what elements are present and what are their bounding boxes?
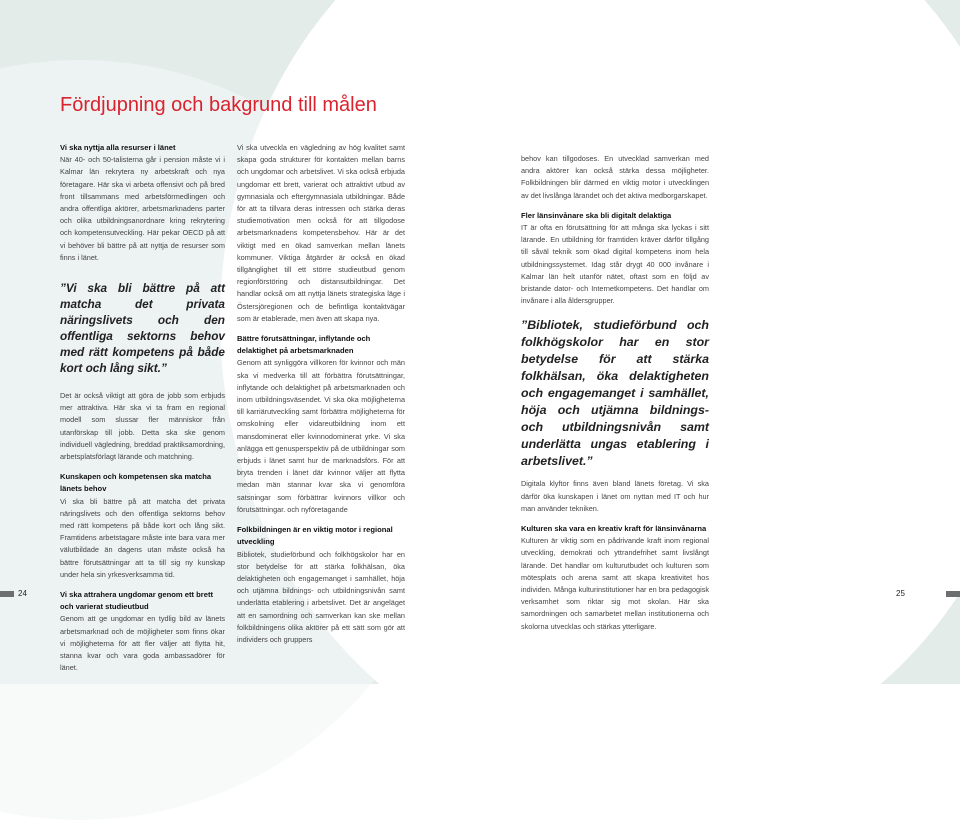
page-marker-right [946, 591, 960, 597]
paragraph-attractive-jobs: Det är också viktigt att göra de jobb som erbjuds mer attraktiva. Här ska vi ta fram en regional modell som slussar fler människor från utanförskap till jobb. Detta ska ske genom individuell vägledning, breddad praktiksamordning, arbetsplatsförlagt lärande och matchning. [60, 391, 225, 462]
paragraph-digital-gaps: Digitala klyftor finns även bland länets företag. Vi ska därför öka kunskapen i länet om nyttan med IT och hur man använder tekniken. [521, 479, 709, 513]
page-title: Fördjupning och bakgrund till målen [60, 94, 377, 116]
column-right [521, 153, 709, 641]
pull-quote-left: ”Vi ska bli bättre på att matcha det privata näringslivets och den offentliga sektorns behov med rätt kompetens på både kort och lång sikt.” [60, 281, 225, 376]
heading-competence: Kunskapen och kompetensen ska matcha länets behov [60, 472, 212, 494]
column-left [60, 142, 225, 683]
heading-digital: Fler länsinvånare ska bli digitalt delaktiga [521, 210, 672, 220]
heading-resources: Vi ska nyttja alla resurser i länet [60, 143, 176, 152]
page-number-right: 25 [896, 589, 905, 598]
column-middle [237, 142, 405, 654]
heading-folk-education: Folkbildningen är en viktig motor i regional utveckling [237, 525, 393, 547]
page-number-left: 24 [18, 589, 27, 598]
paragraph-digital: IT är ofta en förutsättning för att många ska lyckas i sitt lärande. En utbildning för framtiden kräver därför tillgång till såväl teknik som ökad digital kompetens inom hela utbildningssystemet. Idag står drygt 40 000 invånare i Kalmar län helt utanför nätet, oftast som en följd av bristande dator- och Internetkompetens. Det handlar om invånare i alla åldersgrupper. [521, 223, 709, 306]
paragraph-youth: Genom att ge ungdomar en tydlig bild av länets arbetsmarknad och de möjligheter som finns ökar vi möjligheterna för att fler väljer att flytta hit, stanna kvar och vara goda ambassadörer för länet. [60, 614, 225, 673]
page-marker-left [0, 591, 14, 597]
paragraph-conditions: Genom att synliggöra villkoren för kvinnor och män ska vi medverka till att förbättra förutsättningar, inflytande och delaktighet på arbetsmarknaden och inom utbildningsväsendet. Vi ska öka möjligheterna till karriärutveckling samt förbättra möjligheterna för omskolning eller vidareutbildning inom ett mansdominerat eller kvinnodominerat yrke. Vi ska anlägga ett genusperspektiv på de utbildningar som erbjuds i länet samt hur de marknadsförs. För att bryta trenden i länet där kvinnor väljer att flytta medan män stannar kvar ska vi genomföra satsningar som förbättrar kvinnors villkor och förutsättningar. och nyföretagande [237, 358, 405, 514]
paragraph-culture: Kulturen är viktig som en pådrivande kraft inom regional utveckling, demokrati och yttrandefrihet samt livslångt lärande. Det handlar om kulturutbudet och kulturen som mötesplats och arena samt att skapa kreativitet hos individen. Många kulturinstitutioner har en bra pedagogisk verksamhet som riktar sig mot skolan. Här ska samordningen och samarbetet mellan institutionerna och skolorna utvecklas och stärkas ytterligare. [521, 536, 709, 631]
paragraph-folk-education: Bibliotek, studieförbund och folkhögskolor har en stor betydelse för att stärka folkhälsan, öka delaktigheten och engagemanget i samhället, höja och utjämna bildnings- och utbildningsnivån samt underlätta etablering i arbetslivet. Det är angeläget att en samordning och samverkan kan ske mellan folkbildningens olika aktörer på ett sätt som gör att individers och gruppers [237, 549, 405, 644]
pull-quote-right: ”Bibliotek, studieförbund och folkhögskolor har en stor betydelse för att stärka folkhälsan, öka delaktigheten och engagemanget i samhället, höja och utjämna bildnings- och utbildningsnivån samt underlätta ungas etablering i arbetslivet.” [521, 318, 709, 469]
heading-culture: Kulturen ska vara en kreativ kraft för länsinvånarna [521, 524, 707, 534]
paragraph-guidance: Vi ska utveckla en vägledning av hög kvalitet samt skapa goda strukturer för kontakten mellan barns och ungdomar och arbetslivet. Vi ska också erbjuda ungdomar ett brett, varierat och attraktivt utbud av gymnasiala och eftergymnasiala utbildningar. Både för att ta tillvara deras intressen och stärka deras studiemotivation men också för att tillgodose arbetsmarknadens kompetensbehov. Här är det viktigt med en ökad samverkan mellan länets kommuner. Viktiga åtgärder är också en ökad tillgänglighet till ett större studieutbud genom regionförstöring och distansutbildningar. Det handlar också om att nyttja länets strategiska läge i Östersjöregionen och de befintliga kontaktvägar som är etablerade, men även att skapa nya. [237, 143, 405, 323]
paragraph-recruitment: När 40- och 50-talisterna går i pension måste vi i Kalmar län rekrytera ny arbetskraft och nya företagare. Här ska vi arbeta offensivt och på bred front tillsammans med arbetsförmedlingen och andra offentliga aktörer, arbetsmarknadens parter och olika utbildningsanordnare kring rekrytering och kompetensutveckling. Här pekar OECD på att vi behöver bli bättre på att nyttja de resurser som finns i länet. [60, 155, 225, 262]
heading-youth: Vi ska attrahera ungdomar genom ett brett och varierat studieutbud [60, 590, 214, 612]
heading-conditions: Bättre förutsättningar, inflytande och delaktighet på arbetsmarknaden [237, 334, 371, 356]
paragraph-needs: behov kan tillgodoses. En utvecklad samverkan med andra aktörer kan också stärka dessa möjligheter. Folkbildningen blir därmed en viktig motor i utvecklingen av det livslånga lärandet och det aktiva medborgarskapet. [521, 154, 709, 200]
paragraph-competence: Vi ska bli bättre på att matcha det privata näringslivets och den offentliga sektorns behov med rätt kompetens på både kort och lång sikt. Framtidens arbetstagare måste inte bara vara mer välutbildade än dagens utan måste också ha bättre förutsättningar att ta till sig ny kunskap under hela sin yrkesverksamma tid. [60, 496, 225, 579]
